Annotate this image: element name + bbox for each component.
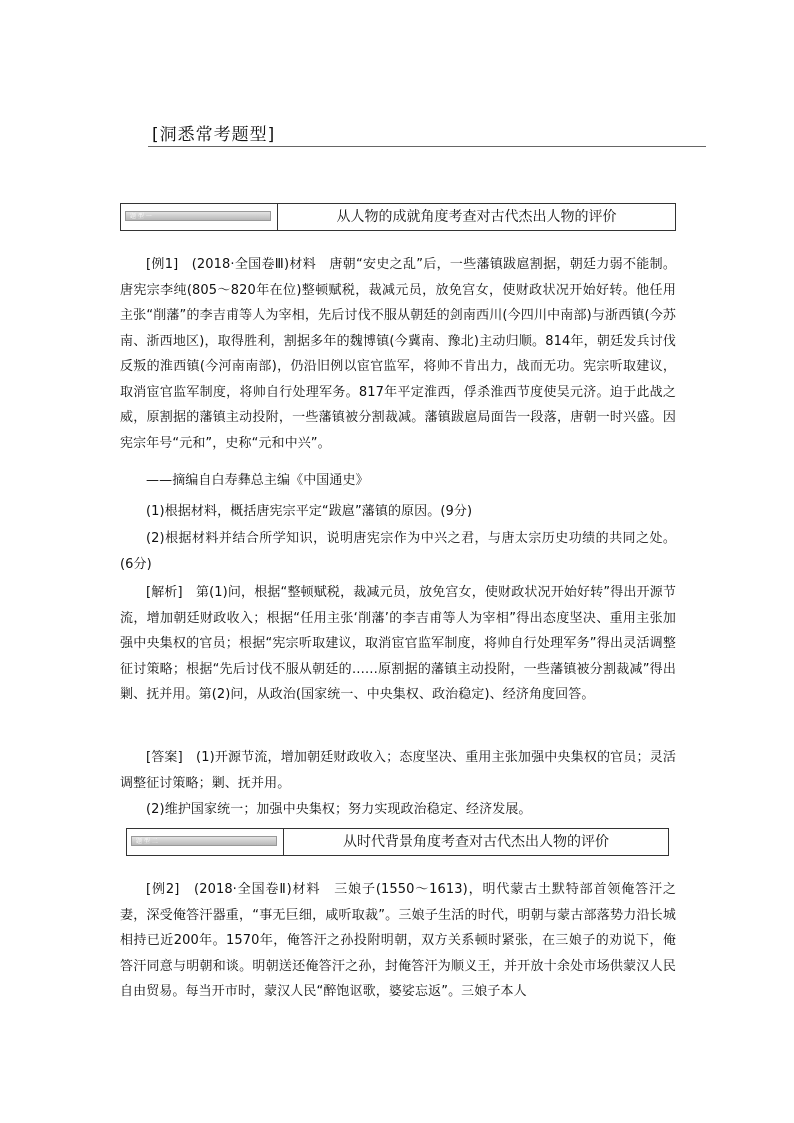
example-1-source: ——摘编自白寿彝总主编《中国通史》 [146,473,369,488]
topic-tag: 题 型 一 [125,211,271,221]
topic-title: 从时代背景角度考查对古代杰出人物的评价 [343,834,609,850]
example-1-material: [例1] (2018·全国卷Ⅲ)材料 唐朝“安史之乱”后，一些藩镇跋扈割据，朝廷力弱不能制。唐宪宗李纯(805～820年在位)整顿赋税，裁减元员，放免宫女，使财政状况开始好转。他任用主张“削藩”的李吉甫等人为宰相，先后讨伐不服从朝廷的剑南西川(今四川中南部)与浙西镇(今苏南、浙西地区)，取得胜利，割据多年的魏博镇(今冀南、豫北)主动归顺。814年，朝廷发兵讨伐反叛的淮西镇(今河南南部)，仍沿旧例以宦官监军，将帅不肯出力，战而无功。宪宗听取建议，取消宦官监军制度，将帅自行处理军务。817年平定淮西，俘杀淮西节度使吴元济。迫于此战之威，原割据的藩镇主动投附，一些藩镇被分割裁减。藩镇跋扈局面告一段落，唐朝一时兴盛。因宪宗年号“元和”，史称“元和中兴”。 [120,257,676,451]
example-2-material: [例2] (2018·全国卷Ⅱ)材料 三娘子(1550～1613)，明代蒙古土默特部首领俺答汗之妻，深受俺答汗器重，“事无巨细，咸听取裁”。三娘子生活的时代，明朝与蒙古部落势力沿长城相持已近200年。1570年，俺答汗之孙投附明朝，双方关系顿时紧张，在三娘子的劝说下，俺答汗同意与明朝和谈。明朝送还俺答汗之孙，封俺答汗为顺义王，并开放十余处市场供蒙汉人民自由贸易。每当开市时，蒙汉人民“醉饱讴歌，婆娑忘返”。三娘子本人 [120,882,676,999]
topic-tag: 题 型 二 [131,836,277,846]
topic-tag-cell [121,204,278,230]
section-divider [148,146,706,147]
topic-box-1 [120,203,676,231]
section-title: [洞悉常考题型] [152,125,276,145]
topic-box-2 [126,828,669,856]
topic-tag-cell [127,829,284,855]
example-1-answer-1: [答案] (1)开源节流，增加朝廷财政收入；态度坚决、重用主张加强中央集权的官员；灵活调整征讨策略；剿、抚并用。 [120,750,676,791]
topic-title: 从人物的成就角度考查对古代杰出人物的评价 [336,209,617,225]
example-1-analysis: [解析] 第(1)问，根据“整顿赋税，裁减元员，放免宫女，使财政状况开始好转”得出开源节流，增加朝廷财政收入；根据“任用主张‘削藩’的李吉甫等人为宰相”得出态度坚决、重用主张加强中央集权的官员；根据“宪宗听取建议，取消宦官监军制度，将帅自行处理军务”得出灵活调整征讨策略；根据“先后讨伐不服从朝廷的……原割据的藩镇主动投附，一些藩镇被分割裁减”得出剿、抚并用。第(2)问，从政治(国家统一、中央集权、政治稳定)、经济角度回答。 [120,585,676,702]
example-1-question-1: (1)根据材料，概括唐宪宗平定“跋扈”藩镇的原因。(9分) [146,504,473,519]
example-1-question-2: (2)根据材料并结合所学知识，说明唐宪宗作为中兴之君，与唐太宗历史功绩的共同之处。(6分) [120,531,676,572]
example-1-answer-2: (2)维护国家统一；加强中央集权；努力实现政治稳定、经济发展。 [146,802,532,817]
